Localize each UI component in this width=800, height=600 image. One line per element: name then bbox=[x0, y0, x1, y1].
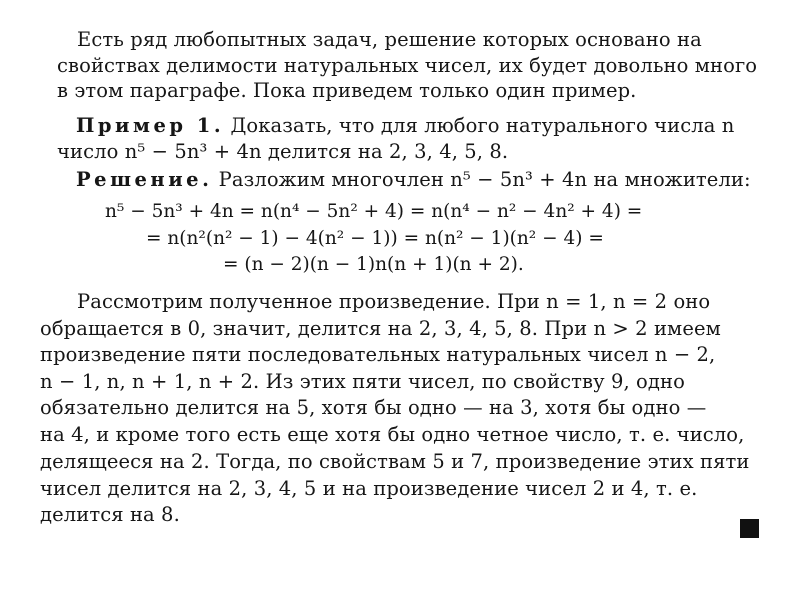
end-of-proof-square-icon bbox=[740, 519, 759, 538]
intro-line: в этом параграфе. Пока приведем только один пример. bbox=[57, 79, 637, 102]
formula-line: = n(n²(n² − 1) − 4(n² − 1)) = n(n² − 1)(n² − 4) = bbox=[146, 228, 604, 249]
example-label: Пример 1. bbox=[76, 114, 225, 137]
body-line: обязательно делится на 5, хотя бы одно — на 3, хотя бы одно — bbox=[40, 396, 707, 419]
body-line: произведение пяти последовательных натуральных чисел n − 2, bbox=[40, 343, 716, 366]
cropped-top-line bbox=[72, 0, 672, 10]
solution-line bbox=[76, 168, 751, 192]
solution-label: Решение. bbox=[76, 168, 213, 191]
intro-line: Есть ряд любопытных задач, решение которых основано на bbox=[77, 28, 702, 51]
solution-text: Разложим многочлен n⁵ − 5n³ + 4n на множители: bbox=[212, 168, 751, 191]
body-line: обращается в 0, значит, делится на 2, 3, 4, 5, 8. При n > 2 имеем bbox=[40, 317, 721, 340]
formula-line: = (n − 2)(n − 1)n(n + 1)(n + 2). bbox=[223, 254, 524, 275]
example-text: Доказать, что для любого натурального числа n bbox=[224, 114, 735, 137]
body-line: Рассмотрим полученное произведение. При n = 1, n = 2 оно bbox=[77, 290, 711, 313]
body-line: n − 1, n, n + 1, n + 2. Из этих пяти чисел, по свойству 9, одно bbox=[40, 370, 685, 393]
body-line: чисел делится на 2, 3, 4, 5 и на произведение чисел 2 и 4, т. е. bbox=[40, 477, 698, 500]
formula-line: n⁵ − 5n³ + 4n = n(n⁴ − 5n² + 4) = n(n⁴ − n² − 4n² + 4) = bbox=[105, 201, 643, 222]
body-line: делящееся на 2. Тогда, по свойствам 5 и 7, произведение этих пяти bbox=[40, 450, 750, 473]
intro-line: свойствах делимости натуральных чисел, их будет довольно много bbox=[57, 54, 758, 77]
body-line: делится на 8. bbox=[40, 503, 180, 526]
body-line: на 4, и кроме того есть еще хотя бы одно четное число, т. е. число, bbox=[40, 423, 745, 446]
example-line bbox=[76, 114, 734, 138]
example-line: число n⁵ − 5n³ + 4n делится на 2, 3, 4, 5, 8. bbox=[57, 140, 509, 163]
